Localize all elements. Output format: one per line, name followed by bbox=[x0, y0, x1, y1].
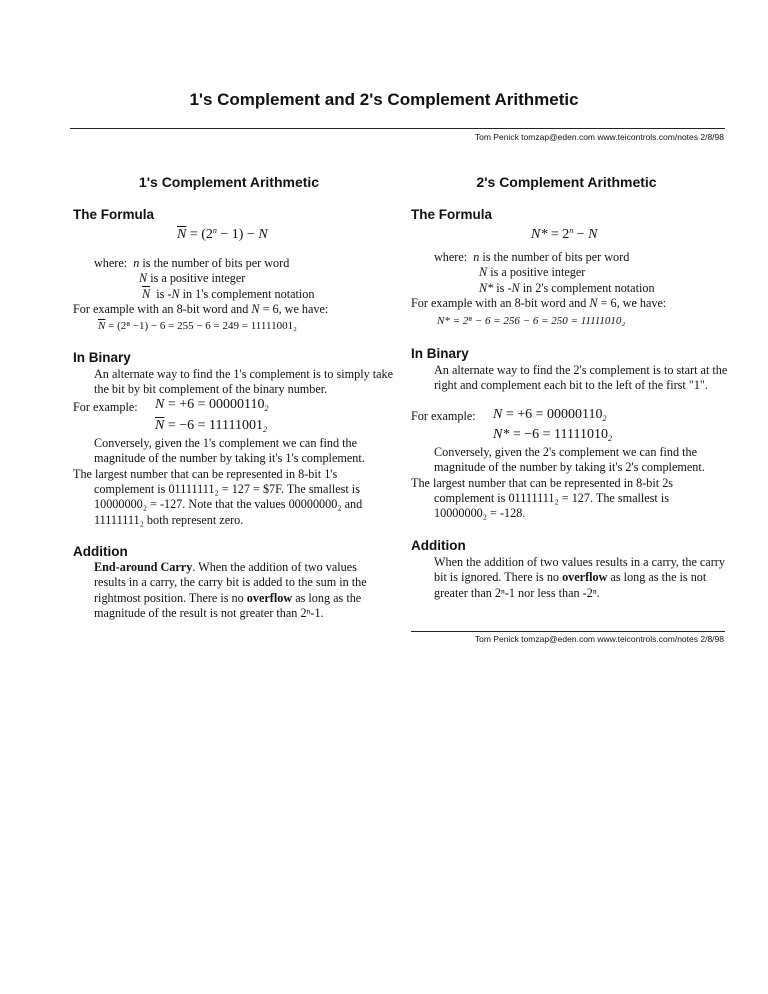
right-addition-heading: Addition bbox=[411, 538, 466, 553]
left-addition-heading: Addition bbox=[73, 544, 128, 559]
right-binary-text: An alternate way to find the 2's complement is to start at the right and complement each bit to the left of the first "1". bbox=[434, 363, 728, 393]
left-binary-text: An alternate way to find the 1's complement is to simply take the bit by bit complement of the binary number. bbox=[94, 367, 394, 397]
right-column-heading: 2's Complement Arithmetic bbox=[476, 174, 657, 190]
left-example-eq1: $N = +6 = 00000110_2$ bbox=[155, 397, 269, 413]
left-conversely: Conversely, given the 1's complement we can find the magnitude of the number by taking it's 1's complement. bbox=[94, 436, 365, 466]
left-for-example: For example: bbox=[73, 400, 138, 414]
right-conversely: Conversely, given the 2's complement we can find the magnitude of the number by taking it's 2's complement. bbox=[434, 445, 705, 475]
footer-rule bbox=[411, 631, 725, 632]
page-title: 1's Complement and 2's Complement Arithmetic bbox=[189, 90, 579, 109]
right-example-eq1: $N = +6 = 00000110_2$ bbox=[493, 407, 607, 423]
left-largest-lead: The largest number that can be represented in 8-bit 1's bbox=[73, 467, 338, 481]
left-example-equation: $\overline{N} = (2^8 -1) - 6 = 255 - 6 = 249 = 11111001_2$ bbox=[98, 320, 297, 332]
right-formula: $N* = 2^n - N$ bbox=[531, 226, 598, 242]
right-example-lead: For example with an 8-bit word and N = 6, we have: bbox=[411, 296, 667, 310]
left-formula: $\overline{N} = (2^n - 1) - N$ bbox=[177, 226, 268, 242]
left-formula-heading: The Formula bbox=[73, 207, 155, 222]
left-largest-rest: complement is 01111111₂ = 127 = $7F. The smallest is 10000000₂ = -127. Note that the values 00000000₂ and 11111111₂ both represent zero. bbox=[94, 482, 363, 527]
right-binary-heading: In Binary bbox=[411, 346, 469, 361]
footer-credit: Tom Penick tomzap@eden.com www.teicontrols.com/notes 2/8/98 bbox=[474, 634, 724, 644]
right-where-block: where: n is the number of bits per word N is a positive integer N* is -N in 2's complement notation bbox=[434, 250, 655, 295]
right-largest-lead: The largest number that can be represented in 8-bit 2s bbox=[411, 476, 674, 490]
right-example-equation: N* = 2⁸ − 6 = 256 − 6 = 250 = 11111010₂ bbox=[437, 315, 626, 327]
header-rule bbox=[70, 128, 725, 129]
left-example-eq2: $\overline{N} = -6 = 11111001_2$ bbox=[155, 418, 267, 434]
left-addition-text: End-around Carry. When the addition of two values results in a carry, the carry bit is added to the sum in the rightmost position. There is no overflow as long as the magnitude of the result is not greater than 2ⁿ-1. bbox=[94, 560, 367, 620]
left-column-heading: 1's Complement Arithmetic bbox=[138, 174, 320, 190]
right-formula-heading: The Formula bbox=[411, 207, 493, 222]
left-where-block: where: n is the number of bits per word N is a positive integer $\overline{N}$ is -N in 1's complement notation bbox=[94, 256, 315, 301]
right-example-eq2: $N* = -6 = 11111010_2$ bbox=[493, 427, 612, 443]
right-for-example: For example: bbox=[411, 409, 476, 423]
header-credit: Tom Penick tomzap@eden.com www.teicontrols.com/notes 2/8/98 bbox=[474, 132, 724, 142]
right-largest-rest: complement is 01111111₂ = 127. The smallest is 10000000₂ = -128. bbox=[434, 491, 669, 521]
left-example-lead: For example with an 8-bit word and N = 6, we have: bbox=[73, 302, 329, 316]
right-addition-text: When the addition of two values results in a carry, the carry bit is ignored. There is no overflow as long as the is not greater than 2ⁿ-1 nor less than -2ⁿ. bbox=[434, 555, 725, 600]
left-binary-heading: In Binary bbox=[73, 350, 131, 365]
